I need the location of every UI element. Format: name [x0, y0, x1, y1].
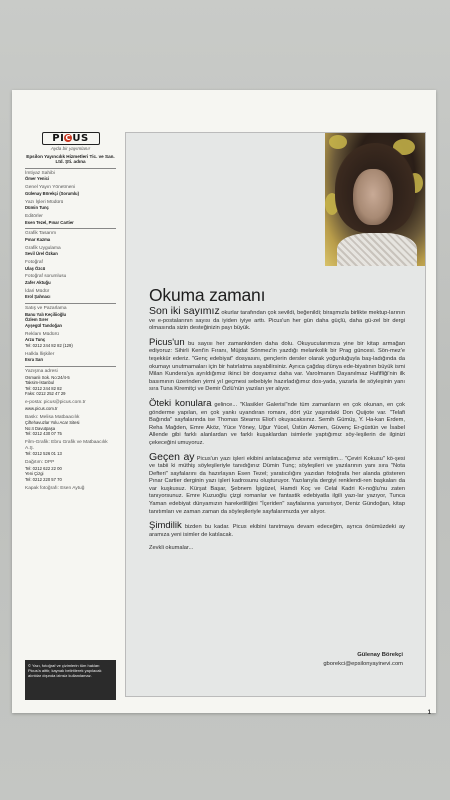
masthead-item — [25, 400, 116, 411]
masthead-sidebar — [25, 132, 116, 700]
signature-name: Gülenay Börekçi — [357, 652, 403, 658]
masthead-label: Dağıtım: DPP — [25, 460, 55, 466]
masthead-item — [25, 415, 116, 437]
paragraph: Şimdilik bizden bu kadar. Picus ekibini tanıtmaya devam edeceğim, ayrıca önümüzdeki ay aramıza yeni isimler de katılacak. — [149, 520, 405, 538]
masthead-label: Halkla İlişkiler — [25, 351, 55, 357]
article-body — [149, 305, 405, 559]
signature — [323, 651, 403, 668]
masthead-value: Dümin Tunç — [25, 205, 49, 211]
masthead-item — [25, 486, 116, 492]
masthead-label: Reklam Müdürü — [25, 331, 59, 337]
paragraph: Picus'un bu sayısı her zamankinden daha dolu. Okuyucularımıza yine bir kitap armağan ediyoruz: Sihirli Kent'in Fıranı, Müjdat Sönmez'in yazdığı melankolik bir Prag güncesi. Sön-mez'e teşekkür ederiz. "Genç edebiyat" dosyasını, gençlerin dersler olarak yoğunluğuyla baş-ladığında da okumayı unutmamaları için bir hatırlatma sayabilirsiniz. Ayrıca çağdaş dünya ede-biyatının büyük ismi Milan Kundera'ya ayrıldığımız ikinci bir dosyamız daha var. Varolmanın Dayanılmaz Hafifliği'nin ilk basımının üzerinden yirmi yıl geçmesi sebebiyle hazırladığımız dos-yada, yazarla ile söyleşinin yanı sıra Tuna Kiremitçi ve Demir Özlü'nün yazıları yer alıyor. — [149, 336, 405, 393]
editorial-panel — [125, 132, 426, 697]
magazine-page — [12, 90, 436, 716]
masthead-label: Baskı: Melisa Matbaacılık — [25, 414, 80, 420]
masthead-detail: Osmanlı Sok. No:24/4-5 Taksim-İstanbul Tel: 0212 244 82 82 Faks: 0212 252 47 29 — [25, 374, 70, 397]
page-number: 1 — [427, 710, 431, 716]
masthead-label: İmtiyaz Sahibi — [25, 170, 55, 176]
masthead-item — [25, 440, 116, 457]
signature-email[interactable]: gborekci@epsilonyayinevi.com — [323, 660, 403, 667]
masthead-label: Film-Grafik: Ebru Grafik ve Matbaacılık A.Ş. — [25, 440, 108, 451]
paragraph: Geçen ay Picus'un yazı işleri ekibini anlatacağımız söz vermiştim... "Çeviri Kokusu" kö-şesi ve tabii ki müthiş söyleşileriyle tanıdığınız Dümin Tunç; söyleşileri ve yazılarının yanı sıra "Nota Defteri" sayfalarını da hazırlayan Esen Tezel; yaratıcılığını yazıdan fotoğrafa her alanda gösteren Pınar Cartier derginin yazı işleri kadrosunu oluşturuyor. Yazılarıyla dergiyi renklendi-ren başkaları da var kuşkusuz. Kürşat Başar, Şebnem İşigüzel, Hamdi Koç ve Celal Kadri Kı-noğlu'nu zaten tanıyorsunuz. Emre Kuzuoğlu çizgi romanlar ve fantastik edebiyatla ilgili yazı-lar yazıyor, Tunca Yaman edebiyat dünyamızın hareketliliğini "İçeriden" sayfalarına yansıtıyor, Deniz Gündoğan, kitap tanıtımları ve zaman zaman da söyleşileriyle sayfalarımızda yer alıyor. — [149, 450, 405, 515]
masthead-item — [25, 352, 116, 363]
masthead-item — [25, 460, 116, 482]
masthead-detail: www.picus.com.tr — [25, 405, 58, 411]
masthead-label: Fotoğraf — [25, 260, 43, 266]
masthead-label: Grafik Uygulama — [25, 245, 61, 251]
publisher-line: Epsilon Yayıncılık Hizmetleri Tic. ve San. Ltd. Şti. adına — [26, 153, 115, 165]
masthead-item — [25, 231, 116, 242]
masthead-item — [25, 289, 116, 300]
masthead-label: Satış ve Pazarlama — [25, 306, 67, 312]
divider — [25, 168, 116, 169]
masthead-item — [25, 214, 116, 225]
masthead-item — [25, 306, 116, 328]
logo-tagline: Ayda bir yayımlanır — [50, 146, 91, 151]
masthead-item — [25, 260, 116, 271]
masthead-label: e-posta: picus@picus.com.tr — [25, 400, 86, 406]
masthead-detail: Tel: 0212 622 22 00 Yeni Çizgi Tel: 0212 220 57 70 — [25, 465, 62, 482]
masthead-value: Pınar Kazma — [25, 236, 51, 242]
masthead-value: Erol Şahnacı — [25, 294, 51, 300]
masthead-item — [25, 332, 116, 349]
masthead-item — [25, 246, 116, 257]
masthead-value: Esra Sarı — [25, 357, 44, 363]
masthead-value: Ömer Yenici — [25, 176, 50, 182]
divider — [25, 303, 116, 304]
masthead-value: Arzu Tunç — [25, 337, 46, 343]
copyright-notice: © Yazı, fotoğraf ve çizimlerin tüm hakları Picus'a aittir, kaynak belirtilerek yapılacak alıntılar dışında izinsiz kullanılamaz. — [25, 660, 116, 700]
closing-line: Zevkli okumalar... — [149, 545, 194, 552]
masthead-label: Kapak fotoğrafı: Esen Aytuğ — [25, 485, 85, 491]
masthead-value: Gülenay Börekçi (Sorumlu) — [25, 190, 79, 196]
divider — [25, 228, 116, 229]
masthead-label: Fotoğraf sorumlusu — [25, 274, 67, 280]
masthead-value: Esen Tezel, Pınar Cartier — [25, 219, 74, 225]
masthead-label: Yazışma adresi — [25, 369, 58, 375]
masthead-label: Editörler — [25, 213, 43, 219]
divider — [25, 366, 116, 367]
article-title: Okuma zamanı — [149, 285, 266, 305]
masthead-value: Zafer Aktuğu — [25, 280, 51, 285]
masthead-detail: Çiftehavuzlar Yolu Acar Sitesi No:4 Davutpaşa Tel: 0212 430 07 75 — [25, 420, 80, 437]
masthead-item — [25, 369, 116, 397]
masthead-value: Banu Yalı Keçiliioğlu Özlem Sırer Ayşegül Tandoğan — [25, 311, 67, 328]
masthead-value: Ulaş Özcü — [25, 265, 46, 271]
picus-logo: PİCUS — [42, 132, 100, 145]
masthead-list — [25, 171, 116, 492]
masthead-label: Yazı İşleri Müdürü — [25, 199, 64, 205]
paragraph: Öteki konulara gelince... "Klasikler Galerisi"nde tüm zamanların en çok okunan, en çok gönderme yapılan, en çok yankı uyandıran romanı, dört yüz yaşındaki Don Quijote var. "Telafi Bağında" sayfalarında ise Thomas Stearns Eliot'ı okuyacaksınız. Semih Gümüş, Y. Ha-kan Erdem, Reha Mağden, Emre Aköz, Yüce Yöney, Uğur Yücel, Üstün Akmen, Güvenç Er-güstün ve İsabel Allende gibi farklı alanlardan ve farklı kuşaklardan isimlerle yaptığımız söy-leşilerin de ilginizi çekeceğini umuyoruz. — [149, 397, 405, 446]
masthead-item — [25, 274, 116, 285]
masthead-label: Genel Yayın Yönetmeni — [25, 185, 76, 191]
masthead-label: İdari Müdür — [25, 288, 50, 294]
masthead-value: Sevil Ürel Özkan — [25, 251, 58, 257]
masthead-detail: Tel: 0212 244 82 82 (129) — [25, 342, 73, 348]
masthead-item — [25, 171, 116, 182]
masthead-detail: Tel: 0212 526 01 13 — [25, 451, 62, 457]
editor-photo — [325, 133, 425, 266]
masthead-label: Grafik Tasarım — [25, 231, 57, 237]
paragraph: Son iki sayımız okurlar tarafından çok sevildi, beğenildi; biraşmızla birlikte mektup-larının ve e-postalarının sayısı da iyiden iyiye arttı. Picus'un her gün daha güçlü, daha gü-zel bir dergi olmasında sizin desteğinizin payı büyük. — [149, 305, 405, 332]
masthead-item — [25, 200, 116, 211]
masthead-item — [25, 185, 116, 196]
